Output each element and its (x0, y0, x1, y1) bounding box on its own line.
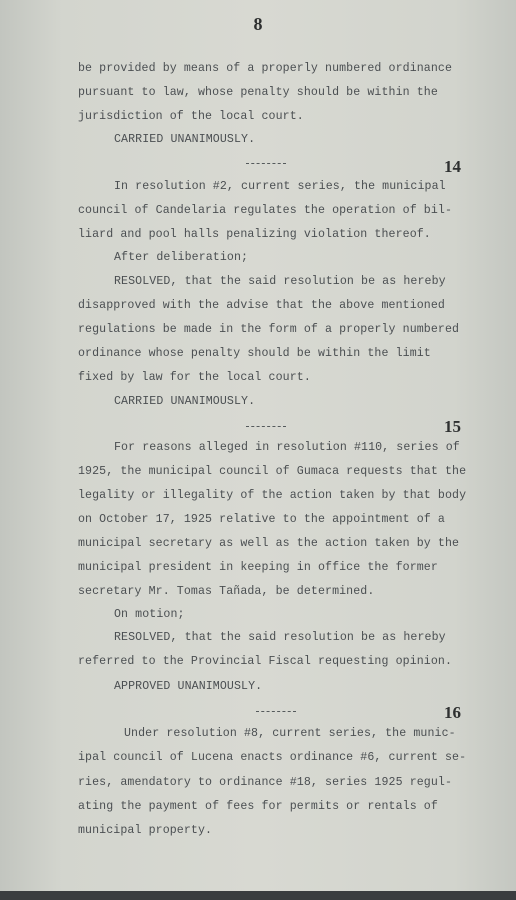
text-line: be provided by means of a properly numbered ordinance (78, 62, 453, 75)
text-line: municipal secretary as well as the action taken by the (78, 537, 460, 550)
carried-line: CARRIED UNANIMOUSLY. (114, 133, 256, 146)
text-line: regulations be made in the form of a properly numbered (78, 323, 460, 336)
text-line: For reasons alleged in resolution #110, series of (114, 441, 460, 454)
text-line: In resolution #2, current series, the municipal (114, 180, 446, 193)
section-separator (246, 426, 286, 427)
text-line: secretary Mr. Tomas Tañada, be determined. (78, 585, 375, 598)
text-line: disapproved with the advise that the above mentioned (78, 299, 445, 312)
approved-line: APPROVED UNANIMOUSLY. (114, 680, 263, 693)
page-number: 8 (253, 14, 263, 34)
text-line: 1925, the municipal council of Gumaca requests that the (78, 465, 467, 478)
text-line: Under resolution #8, current series, the munic- (124, 727, 456, 740)
text-line: ating the payment of fees for permits or rentals of (78, 800, 438, 813)
section-number-15: 15 (444, 417, 461, 436)
text-line: ordinance whose penalty should be within the limit (78, 347, 431, 360)
text-line: fixed by law for the local court. (78, 371, 311, 384)
section-separator (246, 163, 286, 164)
text-line: liard and pool halls penalizing violation thereof. (78, 228, 431, 241)
text-line: ries, amendatory to ordinance #18, series 1925 regul- (78, 776, 453, 789)
resolved-line: RESOLVED, that the said resolution be as hereby (114, 631, 446, 644)
scan-footer-strip (0, 891, 516, 900)
carried-line: CARRIED UNANIMOUSLY. (114, 395, 256, 408)
section-separator (256, 711, 296, 712)
resolved-line: RESOLVED, that the said resolution be as hereby (114, 275, 446, 288)
text-line: On motion; (114, 608, 185, 621)
text-line: council of Candelaria regulates the operation of bil- (78, 204, 453, 217)
text-line: referred to the Provincial Fiscal requesting opinion. (78, 655, 453, 668)
section-number-16: 16 (444, 703, 461, 722)
text-line: pursuant to law, whose penalty should be within the (78, 86, 438, 99)
text-line: After deliberation; (114, 251, 249, 264)
text-line: legality or illegality of the action taken by that body (78, 489, 467, 502)
section-number-14: 14 (444, 157, 461, 176)
text-line: jurisdiction of the local court. (78, 110, 304, 123)
text-line: on October 17, 1925 relative to the appointment of a (78, 513, 445, 526)
text-line: municipal property. (78, 824, 213, 837)
text-line: ipal council of Lucena enacts ordinance #6, current se- (78, 751, 467, 764)
text-line: municipal president in keeping in office the former (78, 561, 438, 574)
